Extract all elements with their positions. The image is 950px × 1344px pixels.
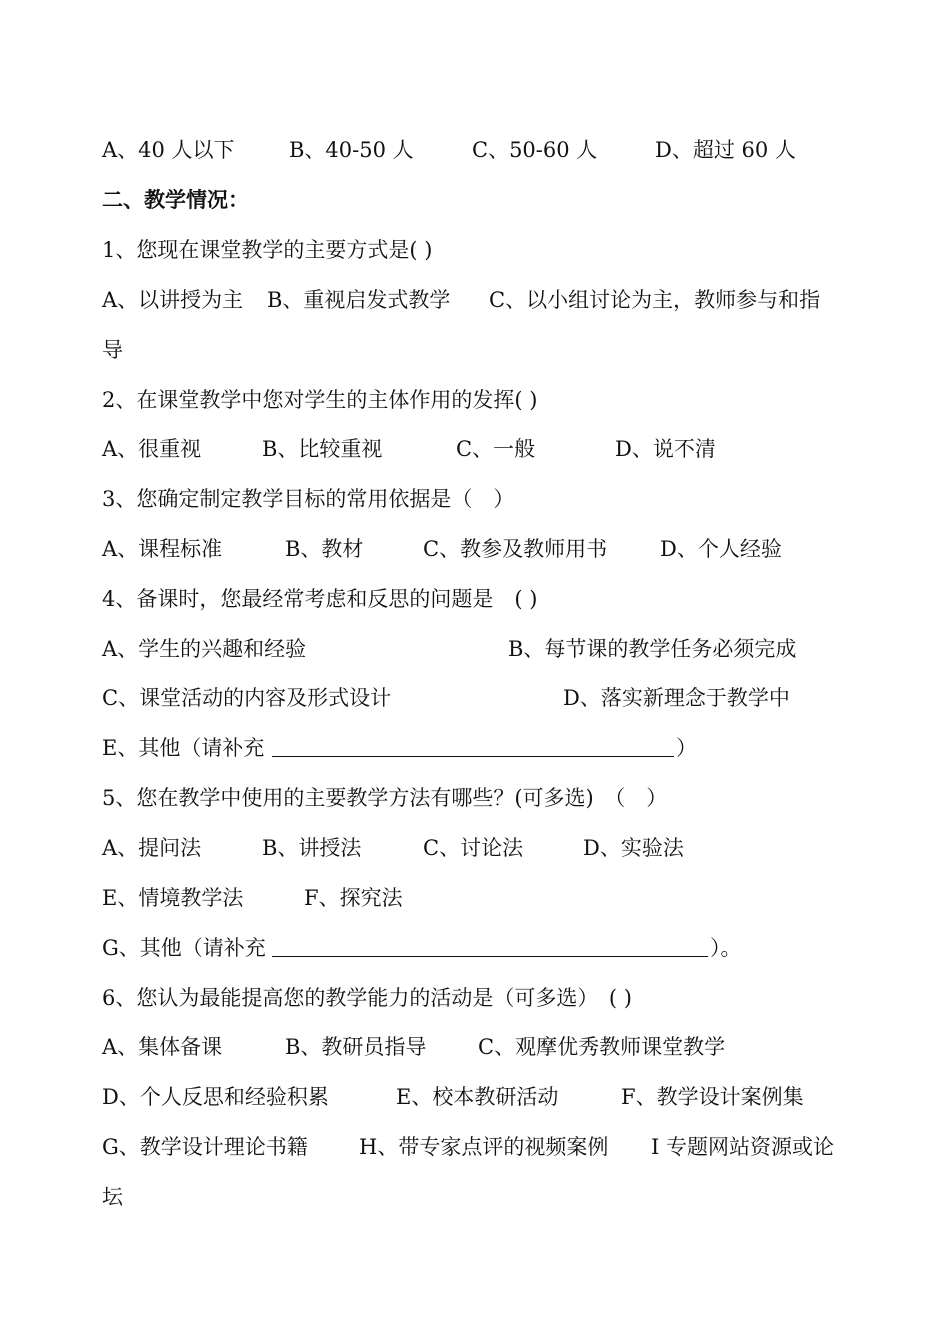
option-d: D、落实新理念于教学中: [563, 686, 790, 710]
q2-question: 2、在课堂教学中您对学生的主体作用的发挥( ): [102, 388, 538, 412]
option-b: B、讲授法: [262, 836, 362, 860]
option-a: A、40 人以下: [102, 138, 235, 162]
option-d: D、个人经验: [660, 537, 782, 561]
q5-question: 5、您在教学中使用的主要教学方法有哪些？(可多选) （ ）: [102, 786, 668, 810]
option-c: C、50-60 人: [472, 138, 598, 162]
option-b: B、教材: [285, 537, 364, 561]
fill-in-blank[interactable]: [272, 736, 674, 757]
option-c: C、讨论法: [423, 836, 524, 860]
fill-in-blank[interactable]: [272, 936, 708, 957]
option-i: I 专题网站资源或论: [651, 1135, 834, 1159]
q3-question: 3、您确定制定教学目标的常用依据是（ ）: [102, 487, 515, 511]
section-title: 二、教学情况：: [102, 187, 249, 212]
option-d: D、超过 60 人: [655, 138, 796, 162]
other-label: E、其他（请补充: [102, 736, 265, 760]
option-g: G、教学设计理论书籍: [102, 1135, 308, 1159]
q6-question: 6、您认为最能提高您的教学能力的活动是（可多选） ( ): [102, 986, 632, 1010]
option-b: B、每节课的教学任务必须完成: [508, 637, 797, 661]
option-a: A、很重视: [102, 437, 202, 461]
option-b: B、重视启发式教学: [267, 288, 451, 312]
option-f: F、教学设计案例集: [621, 1085, 804, 1109]
q1-continuation: 导: [102, 338, 123, 362]
option-a: A、提问法: [102, 836, 202, 860]
option-h: H、带专家点评的视频案例: [359, 1135, 609, 1159]
other-suffix: ）。: [710, 936, 742, 960]
option-b: B、比较重视: [262, 437, 383, 461]
option-d: D、实验法: [583, 836, 684, 860]
option-c: C、课堂活动的内容及形式设计: [102, 686, 392, 710]
option-c: C、观摩优秀教师课堂教学: [478, 1035, 726, 1059]
option-a: A、课程标准: [102, 537, 223, 561]
option-c: C、以小组讨论为主，教师参与和指: [489, 288, 821, 312]
option-a: A、以讲授为主: [102, 288, 244, 312]
option-c: C、一般: [456, 437, 536, 461]
other-suffix: ）: [676, 736, 697, 760]
option-d: D、个人反思和经验积累: [102, 1085, 329, 1109]
q1-question: 1、您现在课堂教学的主要方式是( ): [102, 238, 433, 262]
option-c: C、教参及教师用书: [423, 537, 608, 561]
q4-question: 4、备课时，您最经常考虑和反思的问题是 ( ): [102, 587, 538, 611]
option-e: E、校本教研活动: [396, 1085, 559, 1109]
option-d: D、说不清: [615, 437, 716, 461]
option-e: E、情境教学法: [102, 886, 244, 910]
option-a: A、学生的兴趣和经验: [102, 637, 307, 661]
option-a: A、集体备课: [102, 1035, 223, 1059]
option-f: F、探究法: [304, 886, 403, 910]
option-b: B、40-50 人: [289, 138, 414, 162]
q6-continuation: 坛: [102, 1185, 123, 1209]
option-b: B、教研员指导: [285, 1035, 427, 1059]
other-label: G、其他（请补充: [102, 936, 266, 960]
